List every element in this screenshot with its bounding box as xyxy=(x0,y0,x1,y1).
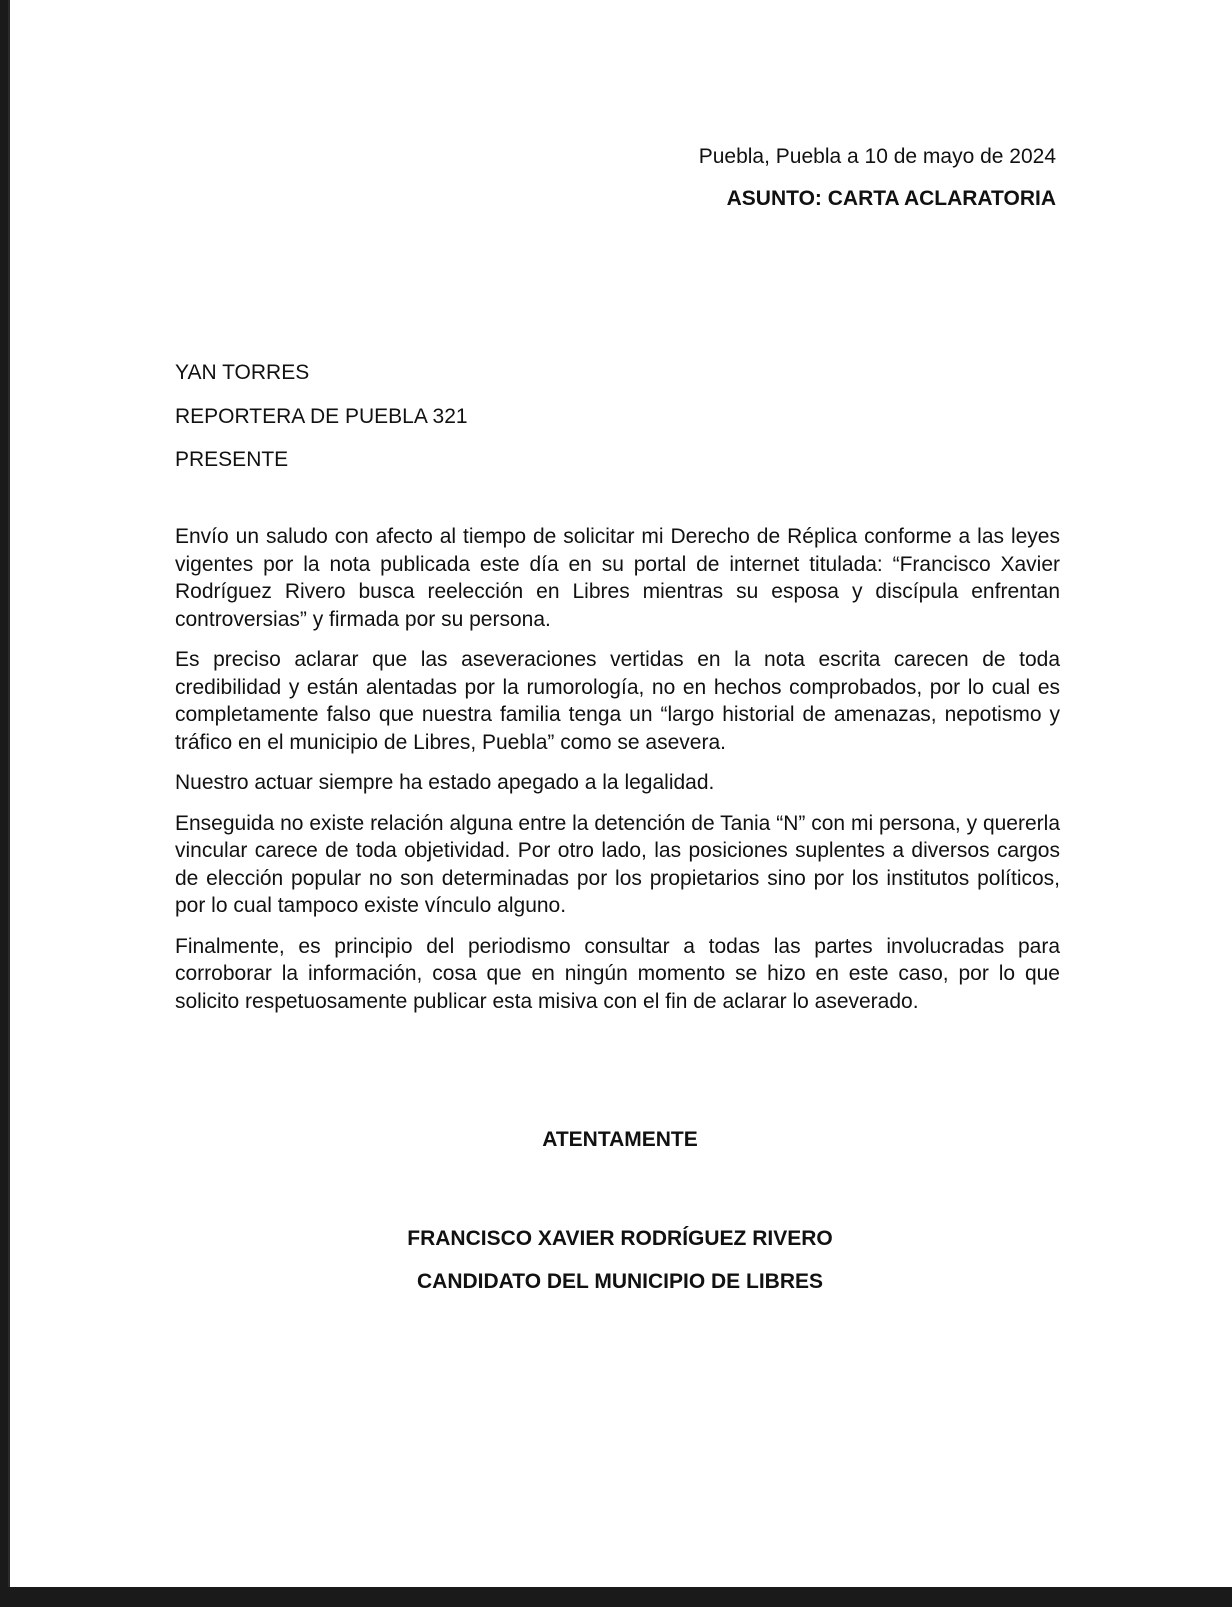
letter-subject: ASUNTO: CARTA ACLARATORIA xyxy=(726,187,1056,210)
letter-body xyxy=(175,523,1060,1028)
body-paragraph-2: Es preciso aclarar que las aseveraciones vertidas en la nota escrita carecen de toda credibilidad y están alentadas por la rumorología, no en hechos comprobados, por lo cual es completamente falso que nuestra familia tenga un “largo historial de amenazas, nepotismo y tráfico en el municipio de Libres, Puebla” como se asevera. xyxy=(175,648,1060,754)
addressee-presente: PRESENTE xyxy=(175,448,289,471)
signer-name: FRANCISCO XAVIER RODRÍGUEZ RIVERO xyxy=(407,1227,833,1250)
letter-date: Puebla, Puebla a 10 de mayo de 2024 xyxy=(698,145,1056,168)
body-paragraph-4: Enseguida no existe relación alguna entre la detención de Tania “N” con mi persona, y quererla vincular carece de toda objetividad. Por otro lado, las posiciones suplentes a diversos cargos de elección popular no son determinadas por los propietarios sino por los institutos políticos, por lo cual tampoco existe vínculo alguno. xyxy=(175,811,1060,917)
document-page xyxy=(8,0,1232,1587)
signer-title: CANDIDATO DEL MUNICIPIO DE LIBRES xyxy=(416,1270,824,1293)
body-paragraph-1: Envío un saludo con afecto al tiempo de solicitar mi Derecho de Réplica conforme a las leyes vigentes por la nota publicada este día en su portal de internet titulada: “Francisco Xavier Rodríguez Rivero busca reelección en Libres mientras su esposa y discípula enfrentan controversias” y firmada por su persona. xyxy=(175,525,1060,631)
addressee-position: REPORTERA DE PUEBLA 321 xyxy=(175,405,468,428)
body-paragraph-5: Finalmente, es principio del periodismo consultar a todas las partes involucradas para corroborar la información, cosa que en ningún momento se hizo en este caso, por lo que solicito respetuosamente publicar esta misiva con el fin de aclarar lo aseverado. xyxy=(175,934,1060,1013)
body-paragraph-3: Nuestro actuar siempre ha estado apegado a la legalidad. xyxy=(175,771,715,794)
closing-salutation: ATENTAMENTE xyxy=(542,1128,698,1151)
addressee-name: YAN TORRES xyxy=(175,361,310,384)
